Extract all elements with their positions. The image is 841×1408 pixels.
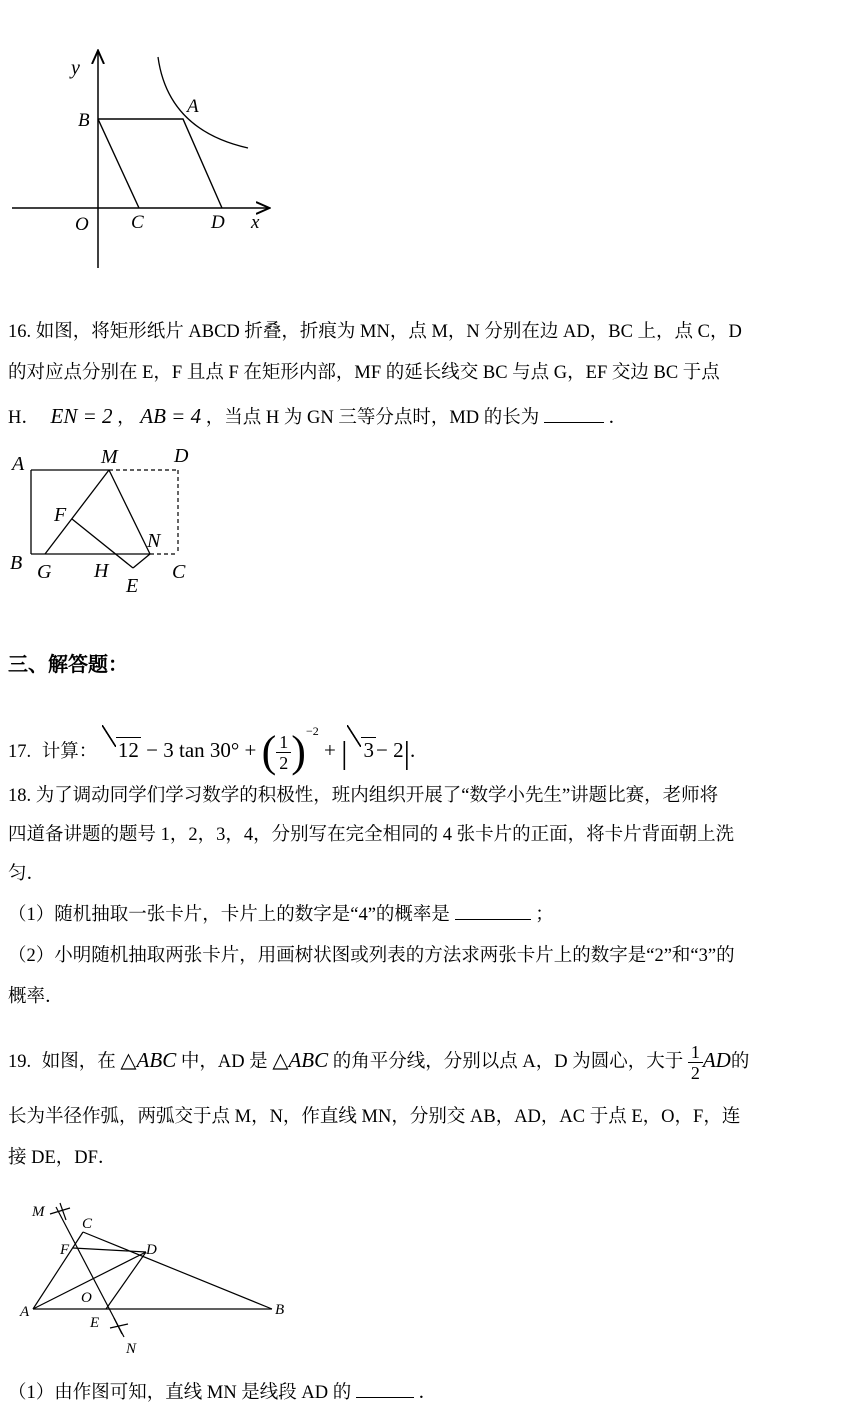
q16-text-line1: 如图，将矩形纸片 ABCD 折叠，折痕为 MN，点 M，N 分别在边 AD，BC 上，点 C，D — [35, 322, 742, 342]
q18-line1 — [8, 781, 834, 811]
q19-number: 19. — [8, 1052, 32, 1072]
q16-eq-EN: EN = 2 — [50, 404, 113, 428]
q19-line3 — [8, 1143, 834, 1173]
q19-text-c: 的角平分线，分别以点 A，D 为圆心，大于 — [332, 1052, 684, 1072]
label-N: N — [126, 1341, 137, 1357]
q17-abs-left: | — [341, 734, 348, 771]
q18-sub2-line2 — [8, 982, 834, 1012]
label-C: C — [172, 561, 186, 583]
q19-answer-blank[interactable] — [356, 1379, 414, 1398]
q18-text-line2: 四道备讲题的题号 1，2，3，4，分别写在完全相同的 4 张卡片的正面，将卡片背面朝上洗 — [8, 825, 735, 845]
q19-fraction-half — [688, 1042, 703, 1083]
q19-sub1-end: ． — [418, 1383, 438, 1403]
segment-CB — [83, 1232, 272, 1309]
q17-term-tan: − 3 tan 30° + — [146, 738, 257, 762]
label-A: A — [20, 1304, 30, 1320]
q16-line3 — [8, 401, 834, 433]
q19-text-line3: 接 DE，DF． — [8, 1148, 117, 1168]
q17-abs-rest: − 2 — [375, 738, 404, 762]
q18-answer-blank[interactable] — [455, 901, 531, 920]
q19-triangle-1: △ABC — [120, 1048, 177, 1072]
label-B: B — [275, 1302, 285, 1318]
q16-number: 16. — [8, 322, 32, 342]
figure-folded-rectangle — [0, 440, 210, 600]
label-D: D — [174, 445, 189, 467]
q18-sub2-line1 — [8, 941, 834, 971]
label-y: y — [71, 57, 80, 79]
q17-radicand-12: 12 — [117, 738, 139, 762]
label-M: M — [32, 1204, 45, 1220]
label-B: B — [10, 552, 23, 574]
label-M: M — [101, 446, 118, 468]
q18-sub1-end: ； — [535, 905, 554, 925]
label-C: C — [131, 212, 144, 233]
q17-exponent: −2 — [305, 724, 319, 738]
q19-triangle-2: △ABC — [272, 1048, 329, 1072]
label-G: G — [37, 561, 52, 583]
segment-DE — [106, 1252, 146, 1309]
q18-sub2-text2: 概率． — [8, 987, 64, 1007]
q18-number: 18. — [8, 786, 32, 806]
q17-plus: + — [323, 738, 336, 762]
segment-FD — [73, 1248, 146, 1252]
q17-frac-den: 2 — [279, 752, 289, 773]
q19-text-e: 的 — [730, 1052, 750, 1072]
q17-fraction-half — [276, 732, 291, 773]
q19-line2 — [8, 1102, 834, 1132]
q16-text-line2: 的对应点分别在 E，F 且点 F 在矩形内部，MF 的延长线交 BC 与点 G，EF 交边 BC 于点 — [8, 363, 720, 383]
label-A: A — [12, 453, 25, 475]
q19-text-a: 如图，在 — [41, 1052, 116, 1072]
q16-text-end: ． — [608, 408, 628, 428]
label-D: D — [211, 212, 225, 233]
label-N: N — [147, 530, 161, 552]
hyperbola-curve — [158, 57, 248, 148]
q16-line1 — [8, 317, 834, 347]
q18-sub1 — [8, 900, 834, 930]
label-A: A — [187, 96, 199, 117]
q17-sqrt-12 — [102, 723, 141, 777]
q17-expression — [102, 724, 416, 777]
q16-text-line3a: H． — [8, 408, 40, 428]
figure-angle-bisector — [0, 1192, 310, 1362]
label-O: O — [75, 214, 89, 235]
q16-line2 — [8, 358, 834, 388]
q17-abs-right: | — [403, 734, 410, 771]
segment-MN — [109, 470, 150, 554]
q19-text-b: 中，AD 是 — [180, 1052, 268, 1072]
label-H: H — [94, 560, 109, 582]
section-title-answer-questions: 三、解答题： — [8, 654, 128, 676]
label-E: E — [126, 575, 139, 597]
q18-sub2-text1: （2）小明随机抽取两张卡片，用画树状图或列表的方法求两张卡片上的数字是“2”和“3”的 — [8, 946, 735, 966]
q17-right-paren: ) — [291, 727, 306, 777]
segment-BC — [98, 119, 139, 208]
q17-left-paren: ( — [261, 727, 277, 777]
q17-frac-num: 1 — [276, 732, 291, 753]
q16-answer-blank[interactable] — [544, 404, 604, 423]
q19-AD: AD — [702, 1048, 731, 1072]
q19-frac-num: 1 — [688, 1042, 703, 1063]
segment-EN — [133, 554, 150, 568]
q17-radicand-3: 3 — [363, 738, 374, 762]
label-F: F — [60, 1242, 70, 1258]
label-B: B — [78, 110, 90, 131]
q16-comma: ， — [117, 408, 136, 428]
q17-end: . — [409, 738, 416, 762]
q17-line — [8, 704, 834, 777]
q18-text-line3: 匀． — [8, 864, 46, 884]
q18-text-line1: 为了调动同学们学习数学的积极性，班内组织开展了“数学小先生”讲题比赛，老师将 — [35, 786, 719, 806]
figure-coordinate-graph — [0, 40, 300, 280]
label-x: x — [251, 212, 260, 233]
q19-text-line2: 长为半径作弧，两弧交于点 M，N，作直线 MN，分别交 AB，AD，AC 于点 E，O，F，连 — [8, 1107, 741, 1127]
q19-sub1 — [8, 1378, 834, 1408]
q17-sqrt-3 — [347, 723, 376, 777]
parallelogram-ABCD — [98, 119, 222, 208]
q18-line3 — [8, 859, 834, 889]
q16-eq-AB: AB = 4 — [140, 404, 202, 428]
q17-number: 17. — [8, 742, 32, 762]
q18-sub1-text: （1）随机抽取一张卡片，卡片上的数字是“4”的概率是 — [8, 905, 450, 925]
label-D: D — [146, 1242, 157, 1258]
arc-M-1 — [50, 1208, 70, 1214]
q19-frac-den: 2 — [690, 1063, 700, 1084]
label-C: C — [82, 1216, 93, 1232]
q16-text-line3b: ，当点 H 为 GN 三等分点时，MD 的长为 — [205, 408, 540, 428]
label-F: F — [54, 504, 67, 526]
label-E: E — [90, 1315, 100, 1331]
q19-line1 — [8, 1032, 834, 1088]
q17-prefix: 计算： — [41, 742, 98, 762]
q19-sub1-text: （1）由作图可知，直线 MN 是线段 AD 的 — [8, 1383, 352, 1403]
q18-line2 — [8, 820, 834, 850]
label-O: O — [81, 1290, 92, 1306]
